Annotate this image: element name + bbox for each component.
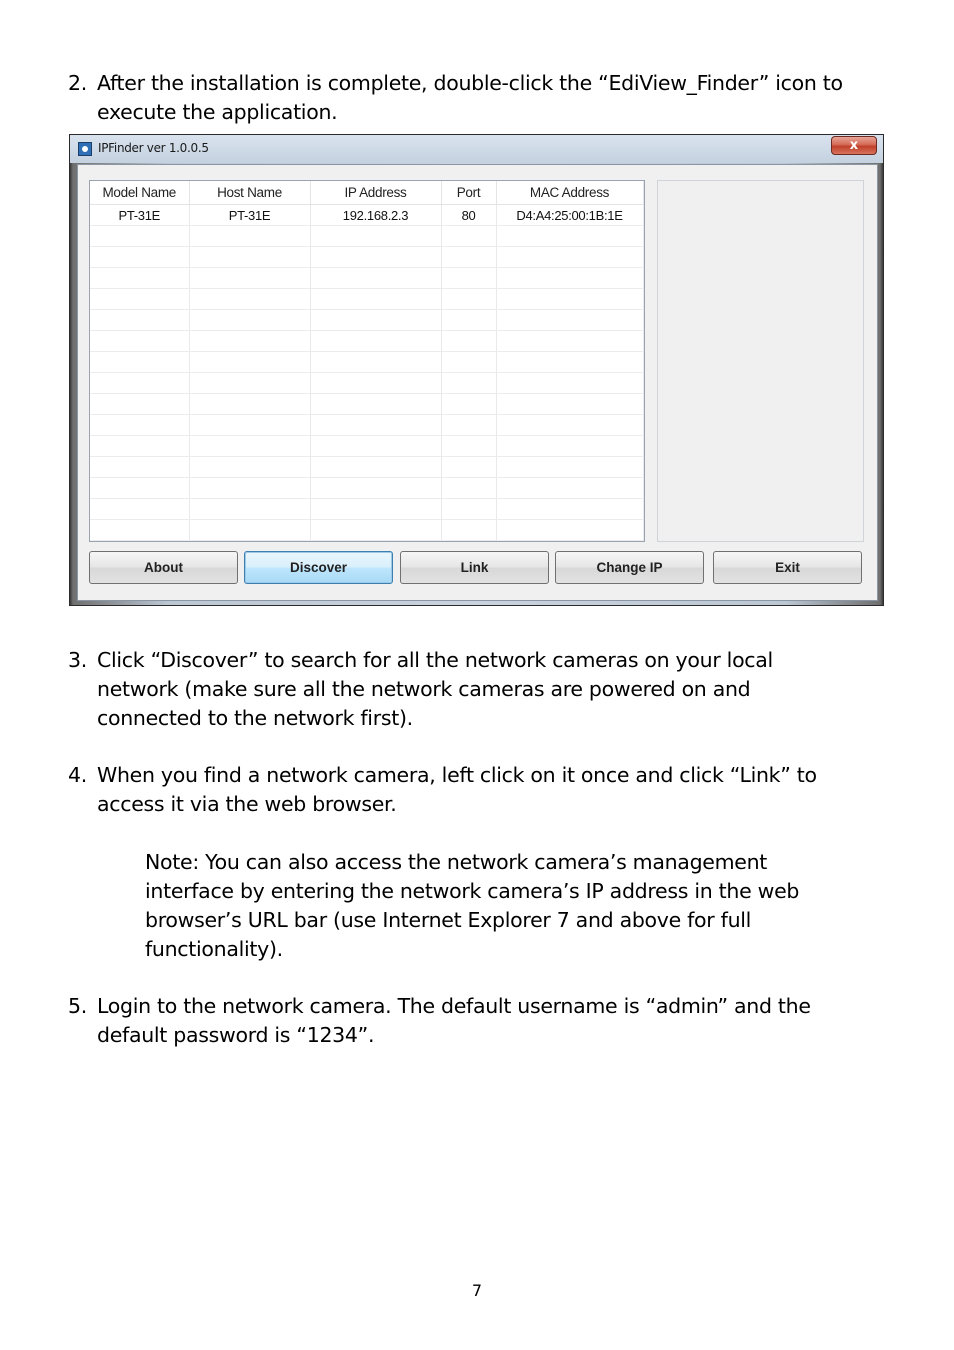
step-5 xyxy=(68,992,898,1050)
empty-row xyxy=(90,478,643,499)
step-number: 2. xyxy=(68,71,87,95)
step-line: default password is “1234”. xyxy=(97,1023,375,1047)
column-header-ip-address[interactable]: IP Address xyxy=(310,181,441,205)
empty-row xyxy=(90,247,643,268)
step-line: After the installation is complete, double-click the “EdiView_Finder” icon to xyxy=(97,71,843,95)
cell-model-name: PT-31E xyxy=(90,205,189,226)
ipfinder-window xyxy=(69,134,884,606)
empty-row xyxy=(90,331,643,352)
about-button[interactable]: About xyxy=(89,551,238,584)
column-header-port[interactable]: Port xyxy=(441,181,496,205)
empty-row xyxy=(90,310,643,331)
step-line: When you find a network camera, left click on it once and click “Link” to xyxy=(97,763,817,787)
device-list[interactable] xyxy=(89,180,645,542)
column-header-host-name[interactable]: Host Name xyxy=(189,181,310,205)
page-number: 7 xyxy=(471,1281,483,1300)
table-row[interactable] xyxy=(90,205,643,226)
cell-port: 80 xyxy=(441,205,496,226)
empty-row xyxy=(90,373,643,394)
step-4 xyxy=(68,761,898,819)
window-titlebar[interactable] xyxy=(70,135,883,163)
empty-row xyxy=(90,226,643,247)
column-header-mac-address[interactable]: MAC Address xyxy=(496,181,643,205)
empty-row xyxy=(90,520,643,541)
note-line: browser’s URL bar (use Internet Explorer 7 and above for full xyxy=(145,908,752,932)
step-number: 3. xyxy=(68,648,87,672)
column-header-model-name[interactable]: Model Name xyxy=(90,181,189,205)
empty-row xyxy=(90,268,643,289)
step-line: access it via the web browser. xyxy=(97,792,397,816)
change-ip-button[interactable]: Change IP xyxy=(555,551,704,584)
empty-row xyxy=(90,499,643,520)
empty-row xyxy=(90,289,643,310)
cell-ip-address: 192.168.2.3 xyxy=(310,205,441,226)
step-number: 4. xyxy=(68,763,87,787)
step-line: Click “Discover” to search for all the network cameras on your local xyxy=(97,648,773,672)
exit-button[interactable]: Exit xyxy=(713,551,862,584)
step-line: connected to the network first). xyxy=(97,706,413,730)
details-panel xyxy=(657,180,864,542)
step-line: execute the application. xyxy=(97,100,338,124)
empty-row xyxy=(90,394,643,415)
close-button[interactable] xyxy=(831,136,877,155)
close-icon: x xyxy=(849,138,859,153)
step-number: 5. xyxy=(68,994,87,1018)
discover-button[interactable]: Discover xyxy=(244,551,393,584)
empty-row xyxy=(90,436,643,457)
note-line: interface by entering the network camera’s IP address in the web xyxy=(145,879,800,903)
device-table xyxy=(90,181,644,542)
window-client-area xyxy=(77,164,878,601)
note-block xyxy=(145,848,865,964)
empty-row xyxy=(90,541,643,543)
cell-mac-address: D4:A4:25:00:1B:1E xyxy=(496,205,643,226)
empty-row xyxy=(90,352,643,373)
step-3 xyxy=(68,646,898,733)
step-line: network (make sure all the network cameras are powered on and xyxy=(97,677,751,701)
window-title: IPFinder ver 1.0.0.5 xyxy=(98,141,209,155)
cell-host-name: PT-31E xyxy=(189,205,310,226)
empty-row xyxy=(90,415,643,436)
note-line: Note: You can also access the network camera’s management xyxy=(145,850,768,874)
step-2 xyxy=(68,69,898,127)
table-header-row xyxy=(90,181,643,205)
empty-row xyxy=(90,457,643,478)
note-line: functionality). xyxy=(145,937,283,961)
app-icon xyxy=(78,142,92,156)
step-line: Login to the network camera. The default username is “admin” and the xyxy=(97,994,811,1018)
link-button[interactable]: Link xyxy=(400,551,549,584)
